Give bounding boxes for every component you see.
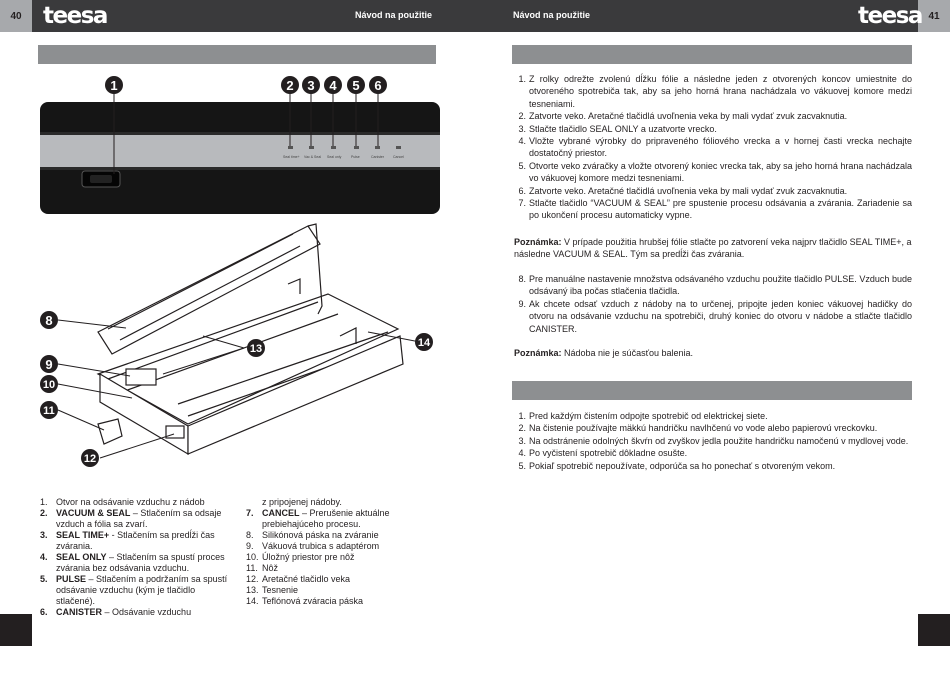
svg-text:5: 5 (352, 78, 360, 93)
svg-text:3: 3 (307, 78, 315, 93)
header-title-right: Návod na použitie (513, 10, 591, 20)
legend-item: 12. Aretačné tlačidlo veka (246, 574, 351, 584)
legend-item-continued: z pripojenej nádoby. (262, 497, 342, 507)
usage-steps-8-9 (514, 273, 912, 335)
svg-text:12: 12 (83, 453, 97, 465)
legend-item: 13. Tesnenie (246, 585, 299, 595)
callout-11 (40, 401, 58, 419)
list-item: 5. Pokiaľ spotrebič nepoužívate, odporúča sa ho ponechať s otvoreným vekom. (518, 460, 836, 471)
panel-label-pulse: Pulse (351, 155, 360, 159)
callout-13 (247, 339, 265, 357)
callout-8 (40, 311, 58, 329)
svg-text:6: 6 (374, 78, 382, 93)
legend-item: 7. CANCEL – Prerušenie aktuálne prebiehajúceho procesu. (246, 508, 390, 529)
panel-label-vac-seal: Vac & Seal (304, 155, 322, 159)
panel-label-canister: Canister (371, 155, 385, 159)
svg-text:13: 13 (249, 343, 263, 355)
callout-6 (369, 76, 387, 94)
callout-4 (324, 76, 342, 94)
panel-label-seal-only: Seal only (327, 155, 342, 159)
legend-column-2 (246, 497, 436, 607)
brand-logo-left: teesa (43, 3, 107, 29)
legend-item: 1. Otvor na odsávanie vzduchu z nádob (40, 497, 205, 507)
callout-1 (105, 76, 123, 94)
legend-item: 4. SEAL ONLY – Stlačením sa spustí proces zvárania bez odsávania vzduchu. (40, 552, 225, 573)
list-item: 3. Na odstránenie odolných škvŕn od zvyškov jedla použite handričku namočenú v mydlovej vode. (518, 435, 909, 446)
svg-text:10: 10 (42, 379, 56, 391)
header-title-left: Návod na použitie (355, 10, 433, 20)
callout-9 (40, 355, 58, 373)
note-canister: Poznámka: Nádoba nie je súčasťou balenia. (514, 348, 693, 358)
section-bar-cleaning (512, 381, 912, 400)
section-bar-usage (512, 45, 912, 64)
legend-column-1 (40, 497, 234, 618)
svg-text:11: 11 (43, 405, 55, 417)
svg-text:2: 2 (286, 78, 294, 93)
panel-label-seal-time: Seal time+ (283, 155, 300, 159)
header-bar (0, 0, 950, 32)
note-thick-film: Poznámka: V prípade použitia hrubšej fólie stlačte po zatvorení veka najprv tlačidlo SEAL TIME+, a následne VACUUM & SEAL. Tým sa predĺži čas zvárania. (514, 237, 912, 260)
callout-12 (81, 449, 99, 467)
callout-2 (281, 76, 299, 94)
list-item: 1. Pred každým čistením odpojte spotrebič od elektrickej siete. (518, 411, 768, 421)
callout-5 (347, 76, 365, 94)
brand-logo-right: teesa (858, 3, 922, 29)
svg-text:9: 9 (45, 357, 53, 372)
list-item: 4. Po vyčistení spotrebič dôkladne osušte. (518, 448, 688, 459)
usage-steps-1-7 (514, 73, 912, 222)
legend-item: 10. Úložný priestor pre nôž (246, 552, 355, 562)
list-item: 2. Na čistenie používajte mäkkú handričku navlhčenú vo vode alebo papierovú vreckovku. (518, 423, 878, 434)
callout-10 (40, 375, 58, 393)
page-tab-left (0, 614, 32, 646)
page-number-left: 40 (0, 0, 32, 32)
page-tab-right (918, 614, 950, 646)
legend-item: 3. SEAL TIME+ - Stlačením sa predĺži čas zvárania. (40, 530, 215, 551)
product-diagram (38, 74, 440, 474)
legend-item: 9. Vákuová trubica s adaptérom (246, 541, 380, 551)
callout-14 (415, 333, 433, 351)
legend-item: 5. PULSE – Stlačením a podržaním sa spustí odsávanie vzduchu (kým je tlačidlo stlačené). (40, 574, 228, 606)
page-number-right: 41 (918, 0, 950, 32)
svg-text:14: 14 (417, 337, 431, 349)
panel-label-cancel: Cancel (393, 155, 404, 159)
list-item: 7. Stlačte tlačidlo “VACUUM & SEAL” pre spustenie procesu odsávania a zvárania. Zariadenie sa po ukončení procesu automaticky vypne. (518, 198, 912, 221)
device-top-view (40, 102, 440, 214)
legend-item: 2. VACUUM & SEAL – Stlačením sa odsaje vzduch a fólia sa zvarí. (40, 508, 222, 529)
list-item: 2. Zatvorte veko. Aretačné tlačidlá uvoľnenia veka by mali vydať zvuk zacvaknutia. (518, 111, 848, 122)
list-item: 1. Z rolky odrežte zvolenú dĺžku fólie a následne jeden z otvorených koncov umiestnite do otvoreného spotrebiča tak, aby sa jeho horná hrana nachádzala vo vákuovej komore medzi tesneniami. (518, 74, 912, 109)
legend-item: 11. Nôž (246, 563, 279, 573)
list-item: 5. Otvorte veko zváračky a vložte otvorený koniec vrecka tak, aby sa jeho horná hrana nachádzala vo vákuovej komore medzi tesneniami. (518, 160, 912, 184)
section-bar-description (38, 45, 436, 64)
svg-text:1: 1 (110, 78, 118, 93)
list-item: 9. Ak chcete odsať vzduch z nádoby na to určenej, pripojte jeden koniec vákuovej hadičky do otvoru na odsávanie vzduchu na spotrebiči, druhý koniec do otvoru v nádobe a stlačte tlačidlo CANISTER. (518, 298, 912, 334)
cleaning-steps (514, 410, 912, 472)
legend-item: 8. Silikónová páska na zváranie (246, 530, 379, 540)
list-item: 6. Zatvorte veko. Aretačné tlačidlá uvoľnenia veka by mali vydať zvuk zacvaknutia. (518, 185, 848, 196)
legend-item: 14. Teflónová zváracia páska (246, 596, 364, 606)
device-open-view (98, 224, 403, 454)
svg-text:8: 8 (45, 313, 53, 328)
list-item: 8. Pre manuálne nastavenie množstva odsávaného vzduchu použite tlačidlo PULSE. Vzduch bude odsávaný iba počas stlačenia tlačidla. (518, 274, 912, 297)
legend-item: 6. CANISTER – Odsávanie vzduchu (40, 607, 192, 617)
svg-text:4: 4 (329, 78, 337, 93)
list-item: 4. Vložte vybrané výrobky do pripraveného fóliového vrecka a v hornej časti vrecka nechajte dostatočný priestor. (518, 136, 912, 159)
list-item: 3. Stlačte tlačidlo SEAL ONLY a uzatvorte vrecko. (518, 123, 717, 134)
callout-3 (302, 76, 320, 94)
